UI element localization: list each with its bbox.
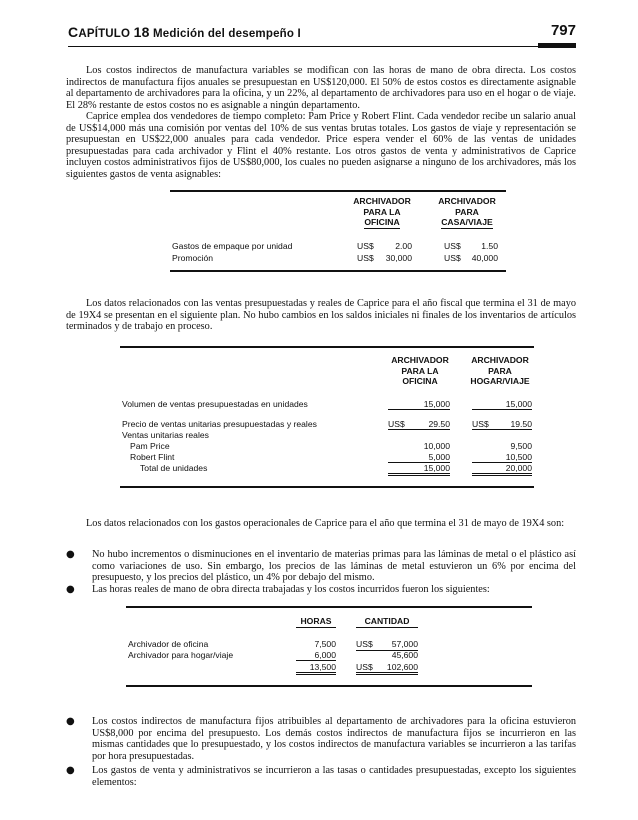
chapter-name: Medición del desempeño I	[152, 28, 301, 40]
table2-cell-value: 10,500	[472, 452, 532, 463]
table3-row-label: Archivador para hogar/viaje	[128, 650, 234, 660]
table1-col1-header: ARCHIVADOR PARA LA OFICINA	[353, 196, 411, 227]
table3-cell-amount: US$ 57,000	[356, 639, 418, 649]
table1-cell-currency: US$	[357, 253, 374, 263]
table3-bottom-rule	[126, 685, 532, 687]
bullet-text-4: Los gastos de venta y administrativos se incurrieron a las tasas o cantidades presupuestadas, excepto los siguientes elementos:	[92, 765, 576, 788]
table2-row-label: Robert Flint	[130, 452, 175, 462]
table3-row-label: Archivador de oficina	[128, 639, 209, 649]
header-rule	[68, 46, 576, 47]
paragraph-2: Caprice emplea dos vendedores de tiempo completo: Pam Price y Robert Flint. Cada vendedor recibe un salario anual de US$14,000 más una comisión por ventas del 10% de sus ventas brutas totales. Los gastos de viaje y representación se presupuestan en US$22,000 anuales para cada vendedor. Price espera vender el 60% de las ventas de unidades presupuestadas para cada archivador y Flint el 40% restante. Los otros gastos de venta y administrativos de Caprice incluyen costos administrativos fijos de US$80,000, los cuales no pueden asignarse a ninguno de los archivadores, más los siguientes gastos de venta asignables:	[66, 111, 576, 180]
table2-cell-value: 15,000	[388, 463, 450, 476]
bullet-icon: ●	[66, 549, 75, 560]
chapter-cap: C	[68, 24, 79, 40]
bullet-text-1: No hubo incrementos o disminuciones en el inventario de materias primas para las láminas de metal o el plástico así como variaciones de uso. Sin embargo, los precios de las láminas de metal estuvieron un 6% por encima del presupuesto, y los precios del plástico, un 4% por debajo del mismo.	[92, 549, 576, 584]
table2-top-rule	[120, 346, 534, 348]
table1-cell-value: 30,000	[385, 253, 412, 263]
table1-cell-currency: US$	[357, 241, 374, 251]
table1-cell-currency: US$	[444, 253, 461, 263]
header-marker	[538, 43, 576, 48]
bullet-icon: ●	[66, 765, 75, 776]
table1-col2-header: ARCHIVADOR PARA CASA/VIAJE	[438, 196, 496, 227]
table1-cell-value: 2.00	[395, 241, 412, 251]
table2-row-label: Ventas unitarias reales	[122, 430, 209, 440]
table2-cell-value: 15,000	[388, 399, 450, 410]
table2-bottom-rule	[120, 486, 534, 488]
paragraph-1: Los costos indirectos de manufactura variables se modifican con las horas de mano de obra directa. Los costos indirectos de manufactura fijos anuales se presupuestan en US$120,000. El 50% de estos costos es directamente asignable al departamento de archivadores para la oficina, y un 22%, al departamento de archivadores para uso en el hogar o de viaje. El 28% restante de estos costos no es asignable a ningún departamento.	[66, 65, 576, 111]
chapter-word: APÍTULO	[78, 28, 131, 40]
bullet-text-2: Las horas reales de mano de obra directa trabajadas y los costos incurridos fueron los siguientes:	[92, 584, 490, 595]
table2-row-label: Precio de ventas unitarias presupuestadas y reales	[122, 419, 317, 429]
table2-cell-value: 15,000	[472, 399, 532, 410]
table1-bottom-rule	[170, 270, 506, 272]
paragraph-4: Los datos relacionados con los gastos operacionales de Caprice para el año que termina el 31 de mayo de 19X4 son:	[86, 518, 565, 529]
chapter-number: 18	[133, 24, 150, 40]
page-number: 797	[550, 22, 576, 39]
table3-cell-hours-total: 13,500	[296, 662, 336, 675]
table2-col2-header: ARCHIVADOR PARA HOGAR/VIAJE	[470, 355, 530, 386]
chapter-title	[68, 24, 301, 40]
bullet-icon: ●	[66, 716, 75, 727]
page-header	[68, 22, 576, 42]
table3-cell-amount-total: US$ 102,600	[356, 662, 418, 675]
table3-cell-hours: 7,500	[314, 639, 336, 649]
table1-cell-currency: US$	[444, 241, 461, 251]
table3-cell-hours: 6,000	[296, 650, 336, 661]
table2-row-label: Pam Price	[130, 441, 170, 451]
table2-cell-value: 5,000	[388, 452, 450, 463]
paragraph-3: Los datos relacionados con las ventas presupuestadas y reales de Caprice para el año fiscal que termina el 31 de mayo de 19X4 se presentan en el siguiente plan. No hubo cambios en los saldos iniciales ni finales de los inventarios de artículos terminados y de trabajo en proceso.	[66, 298, 576, 333]
bullet-icon: ●	[66, 584, 75, 595]
table1-row-label: Promoción	[172, 253, 214, 263]
table2-cell-price: US$ 19.50	[472, 419, 532, 429]
bullet-text-3: Los costos indirectos de manufactura fijos atribuibles al departamento de archivadores para la oficina estuvieron US$8,000 por encima del presupuesto. Los demás costos indirectos de manufactura fijos se incurrieron en las mismas cantidades que lo presupuestado, y los costos indirectos de manufactura variables se incurrieron a las tarifas por hora presupuestadas.	[92, 716, 576, 762]
table3-top-rule	[126, 606, 532, 608]
table1-row-label: Gastos de empaque por unidad	[172, 241, 293, 251]
table2-cell-price: US$ 29.50	[388, 419, 450, 429]
table3-col1-header: HORAS	[296, 616, 336, 628]
table1-top-rule	[170, 190, 506, 192]
table2-col1-header: ARCHIVADOR PARA LA OFICINA	[391, 355, 449, 386]
table2-row-label: Volumen de ventas presupuestadas en unidades	[122, 399, 308, 409]
table3-cell-amount: 45,600	[356, 650, 418, 651]
table3-col2-header: CANTIDAD	[356, 616, 418, 628]
table1-cell-value: 1.50	[481, 241, 498, 251]
table2-cell-value: 20,000	[472, 463, 532, 476]
table2-cell-value: 10,000	[423, 441, 450, 451]
table2-cell-value: 9,500	[510, 441, 532, 451]
table2-row-label: Total de unidades	[140, 463, 208, 473]
table1-cell-value: 40,000	[471, 253, 498, 263]
